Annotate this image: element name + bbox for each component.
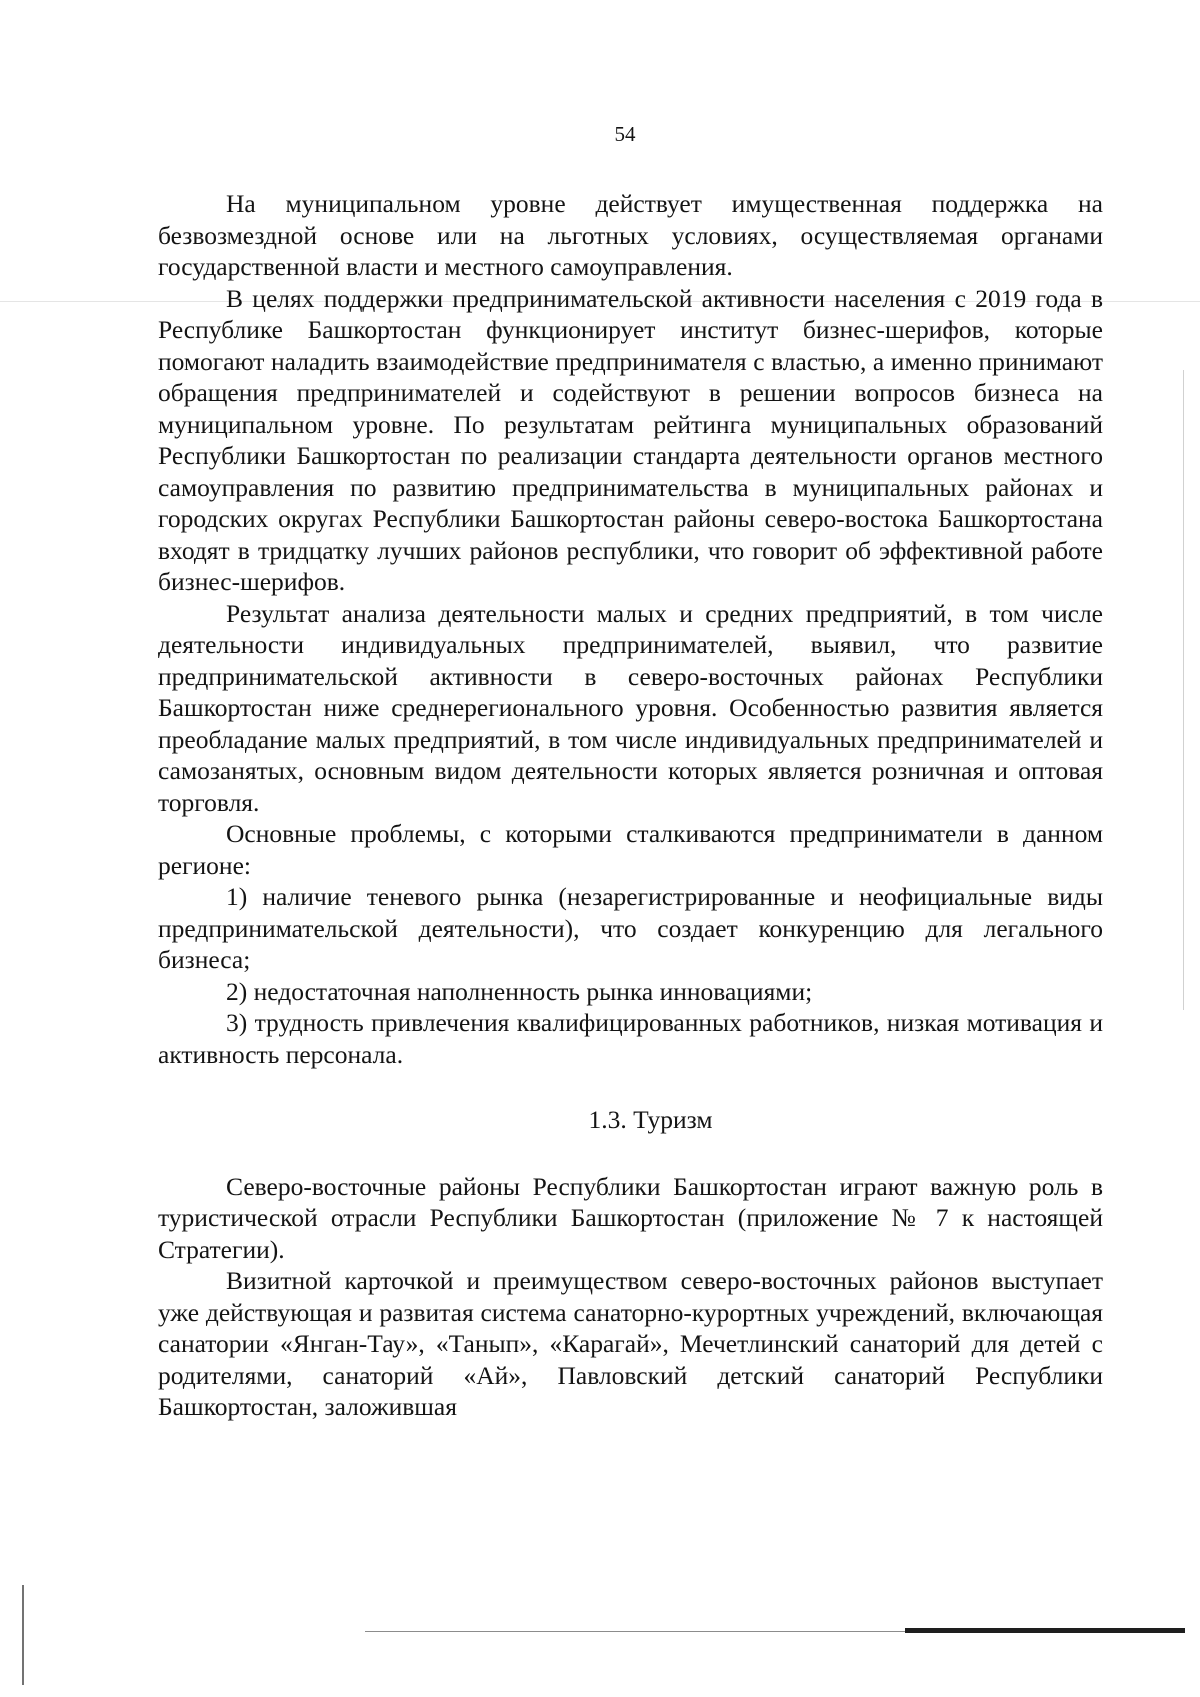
paragraph: Визитной карточкой и преимуществом северо-восточных районов выступает уже действующая и развитая система санаторно-курортных учреждений, включающая санатории «Янган-Тау», «Танып», «Карагай», Мечетлинский санаторий для детей с родителями, санаторий «Ай», Павловский детский санаторий Республики Башкортостан, заложившая xyxy=(158,1266,1103,1421)
scan-artifact-bar xyxy=(365,1631,905,1632)
section-heading: 1.3. Туризм xyxy=(588,1105,713,1134)
list-item: 2) недостаточная наполненность рынка инновациями; xyxy=(226,976,813,1006)
document-body xyxy=(158,188,1103,1423)
paragraph: В целях поддержки предпринимательской активности населения с 2019 года в Республике Башкортостан функционирует институт бизнес-шерифов, которые помогают наладить взаимодействие предпринимателя с властью, а именно принимают обращения предпринимателей и содействуют в решении вопросов бизнеса на муниципальном уровне. По результатам рейтинга муниципальных образований Республики Башкортостан по реализации стандарта деятельности органов местного самоуправления по развитию предпринимательства в муниципальных районах и городских округах Республики Башкортостан районы северо-востока Башкортостана входят в тридцатку лучших районов республики, что говорит об эффективной работе бизнес-шерифов. xyxy=(158,283,1103,596)
list-item: 3) трудность привлечения квалифицированных работников, низкая мотивация и активность персонала. xyxy=(158,1008,1103,1069)
scan-artifact-edge xyxy=(1183,370,1184,1010)
scan-artifact-bar xyxy=(905,1628,1185,1633)
list-item: 1) наличие теневого рынка (незарегистрированные и неофициальные виды предпринимательской деятельности), что создает конкуренцию для легального бизнеса; xyxy=(158,882,1103,974)
paragraph: Результат анализа деятельности малых и средних предприятий, в том числе деятельности индивидуальных предпринимателей, выявил, что развитие предпринимательской активности в северо-восточных районах Республики Башкортостан ниже среднерегионального уровня. Особенностью развития является преобладание малых предприятий, в том числе индивидуальных предпринимателей и самозанятых, основным видом деятельности которых является розничная и оптовая торговля. xyxy=(158,598,1103,817)
scan-artifact-edge xyxy=(22,1585,24,1685)
page-number: 54 xyxy=(614,122,636,146)
paragraph: На муниципальном уровне действует имущественная поддержка на безвозмездной основе или на льготных условиях, осуществляемая органами государственной власти и местного самоуправления. xyxy=(158,189,1103,281)
paragraph: Северо-восточные районы Республики Башкортостан играют важную роль в туристической отрасли Республики Башкортостан (приложение № 7 к настоящей Стратегии). xyxy=(158,1171,1103,1264)
paragraph: Основные проблемы, с которыми сталкиваются предприниматели в данном регионе: xyxy=(158,819,1103,880)
